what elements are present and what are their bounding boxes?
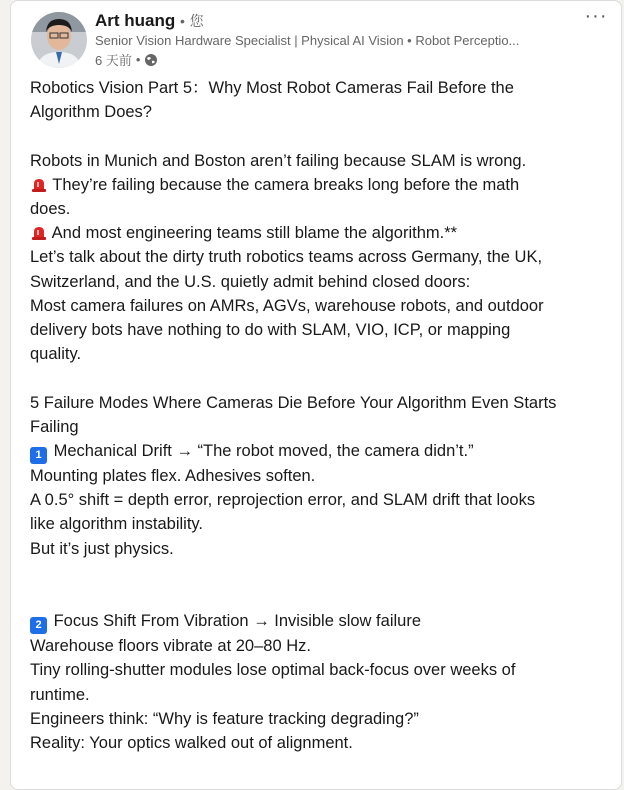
item-title: 1 Mechanical Drift → “The robot moved, the camera didn’t.” xyxy=(30,439,610,464)
post-paragraph: Robots in Munich and Boston aren’t failing because SLAM is wrong. xyxy=(30,151,527,170)
post-paragraph-line: Most camera failures on AMRs, AGVs, warehouse robots, and outdoor xyxy=(30,296,544,315)
item-line: Warehouse floors vibrate at 20–80 Hz. xyxy=(30,637,311,656)
item-line: But it’s just physics. xyxy=(30,539,174,558)
keycap-2-icon: 2 xyxy=(30,617,47,634)
you-label: 您 xyxy=(189,13,204,29)
post-title-line: Algorithm Does? xyxy=(30,103,152,122)
post-paragraph-line: does. xyxy=(30,200,71,218)
keycap-1-icon: 1 xyxy=(30,447,47,464)
meta-separator: • xyxy=(135,52,141,67)
author-name[interactable]: Art huang xyxy=(95,11,176,30)
post-paragraph-line: delivery bots have nothing to do with SLAM, VIO, ICP, or mapping xyxy=(30,321,511,340)
siren-icon xyxy=(30,175,48,191)
item-line: Engineers think: “Why is feature tracking degrading?” xyxy=(30,709,419,728)
item-line: like algorithm instability. xyxy=(30,515,204,534)
post-meta xyxy=(95,50,158,69)
author-avatar[interactable] xyxy=(31,12,87,68)
more-options-button[interactable]: ··· xyxy=(584,5,608,27)
section-heading-line: Failing xyxy=(30,417,79,436)
item-line: runtime. xyxy=(30,685,90,704)
item-line: Tiny rolling-shutter modules lose optimal back-focus over weeks of xyxy=(30,661,516,680)
item-title: 2 Focus Shift From Vibration → Invisible slow failure xyxy=(30,609,610,634)
item-line: Reality: Your optics walked out of alignment. xyxy=(30,734,353,753)
post-body xyxy=(30,76,610,755)
siren-icon xyxy=(30,223,48,239)
item-line: Mounting plates flex. Adhesives soften. xyxy=(30,467,316,486)
post-card xyxy=(10,0,622,790)
item-line: A 0.5° shift = depth error, reprojection error, and SLAM drift that looks xyxy=(30,491,536,510)
name-separator: • xyxy=(180,13,185,29)
post-paragraph-line: quality. xyxy=(30,345,82,364)
author-headline: Senior Vision Hardware Specialist | Physical AI Vision • Robot Perceptio... xyxy=(95,33,520,48)
post-paragraph-line: They’re failing because the camera breaks long before the math xyxy=(30,173,610,197)
post-title-line: Robotics Vision Part 5：Why Most Robot Cameras Fail Before the xyxy=(30,79,514,97)
author-name-line[interactable] xyxy=(95,11,204,31)
post-paragraph-line: And most engineering teams still blame the algorithm.** xyxy=(30,221,610,245)
globe-icon xyxy=(144,53,158,67)
post-paragraph-line: Let’s talk about the dirty truth robotics teams across Germany, the UK, xyxy=(30,248,543,267)
post-paragraph-line: Switzerland, and the U.S. quietly admit behind closed doors: xyxy=(30,272,471,291)
section-heading-line: 5 Failure Modes Where Cameras Die Before Your Algorithm Even Starts xyxy=(30,393,557,412)
post-time[interactable]: 6 天前 xyxy=(95,53,132,68)
